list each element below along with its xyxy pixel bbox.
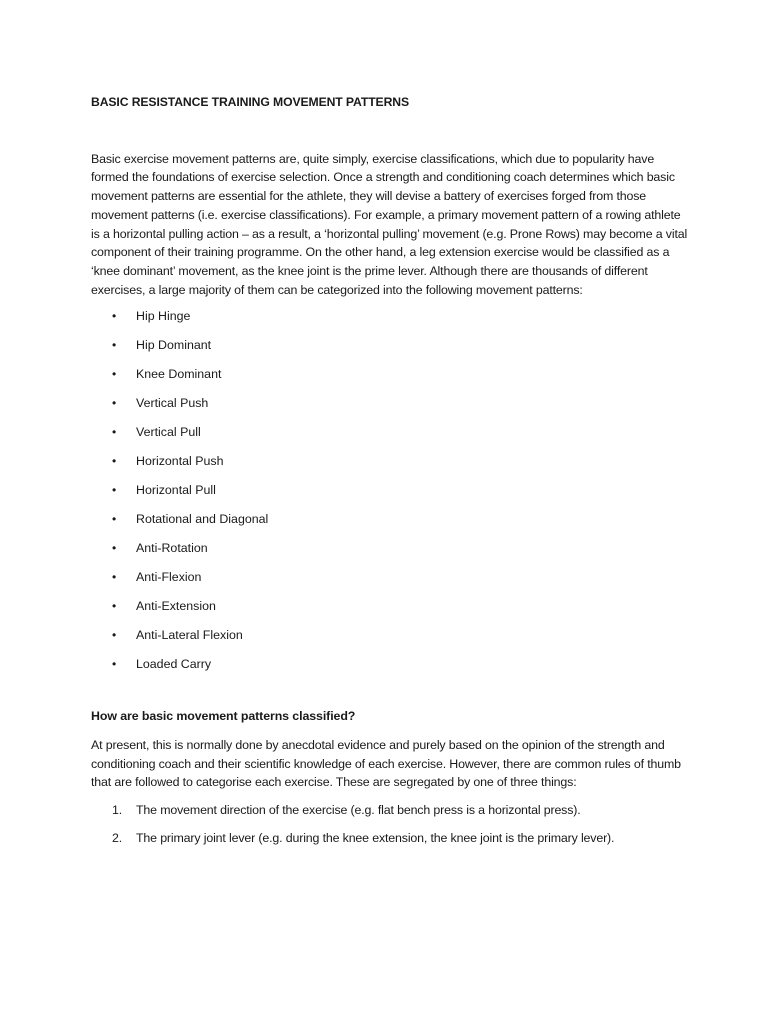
list-item-text: Anti-Rotation [136, 541, 208, 556]
classification-list [91, 801, 691, 857]
section-paragraph: At present, this is normally done by anecdotal evidence and purely based on the opinion of the strength and conditioning coach and their scientific knowledge of each exercise. However, there are common rules of thumb that are followed to categorise each exercise. These are segregated by one of three things: [91, 738, 681, 790]
list-item [91, 307, 691, 336]
bullet-icon: • [112, 483, 117, 498]
bullet-icon: • [112, 367, 117, 382]
list-item [91, 539, 691, 568]
bullet-icon: • [112, 570, 117, 585]
bullet-icon: • [112, 512, 117, 527]
list-item [91, 423, 691, 452]
bullet-icon: • [112, 541, 117, 556]
list-item [91, 336, 691, 365]
numbered-item [91, 829, 691, 857]
bullet-icon: • [112, 657, 117, 672]
list-item [91, 365, 691, 394]
list-item-text: Anti-Flexion [136, 570, 202, 585]
list-item-text: Horizontal Pull [136, 483, 216, 498]
list-item-text: Vertical Push [136, 396, 209, 411]
bullet-icon: • [112, 396, 117, 411]
document-title: BASIC RESISTANCE TRAINING MOVEMENT PATTERNS [91, 95, 409, 109]
list-item [91, 510, 691, 539]
list-item [91, 394, 691, 423]
list-item [91, 481, 691, 510]
item-number: 1. [112, 803, 123, 818]
intro-paragraph: Basic exercise movement patterns are, quite simply, exercise classifications, which due to popularity have formed the foundations of exercise selection. Once a strength and conditioning coach determines which basic movement patterns are essential for the athlete, they will devise a battery of exercises forged from those movement patterns (i.e. exercise classifications). For example, a primary movement pattern of a rowing athlete is a horizontal pulling action – as a result, a ‘horizontal pulling’ movement (e.g. Prone Rows) may become a vital component of their training programme. On the other hand, a leg extension exercise would be classified as a ‘knee dominant’ movement, as the knee joint is the prime lever. Although there are thousands of different exercises, a large majority of them can be categorized into the following movement patterns: [91, 151, 688, 297]
list-item [91, 597, 691, 626]
bullet-icon: • [112, 309, 117, 324]
bullet-icon: • [112, 338, 117, 353]
list-item [91, 568, 691, 597]
list-item-text: Hip Hinge [136, 309, 191, 324]
numbered-item [91, 801, 691, 829]
list-item [91, 655, 691, 684]
list-item [91, 626, 691, 655]
bullet-icon: • [112, 599, 117, 614]
bullet-icon: • [112, 454, 117, 469]
list-item-text: Vertical Pull [136, 425, 201, 440]
list-item [91, 452, 691, 481]
numbered-item-text: The primary joint lever (e.g. during the knee extension, the knee joint is the primary lever). [136, 831, 615, 846]
document-content [91, 93, 691, 857]
list-item-text: Anti-Extension [136, 599, 216, 614]
list-item-text: Rotational and Diagonal [136, 512, 269, 527]
item-number: 2. [112, 831, 123, 846]
numbered-item-text: The movement direction of the exercise (e.g. flat bench press is a horizontal press). [136, 803, 581, 818]
list-item-text: Anti-Lateral Flexion [136, 628, 243, 643]
list-item-text: Hip Dominant [136, 338, 212, 353]
movement-patterns-list [91, 307, 691, 684]
list-item-text: Horizontal Push [136, 454, 224, 469]
list-item-text: Loaded Carry [136, 657, 212, 672]
list-item-text: Knee Dominant [136, 367, 222, 382]
section-heading: How are basic movement patterns classified? [91, 709, 356, 724]
bullet-icon: • [112, 628, 117, 643]
bullet-icon: • [112, 425, 117, 440]
